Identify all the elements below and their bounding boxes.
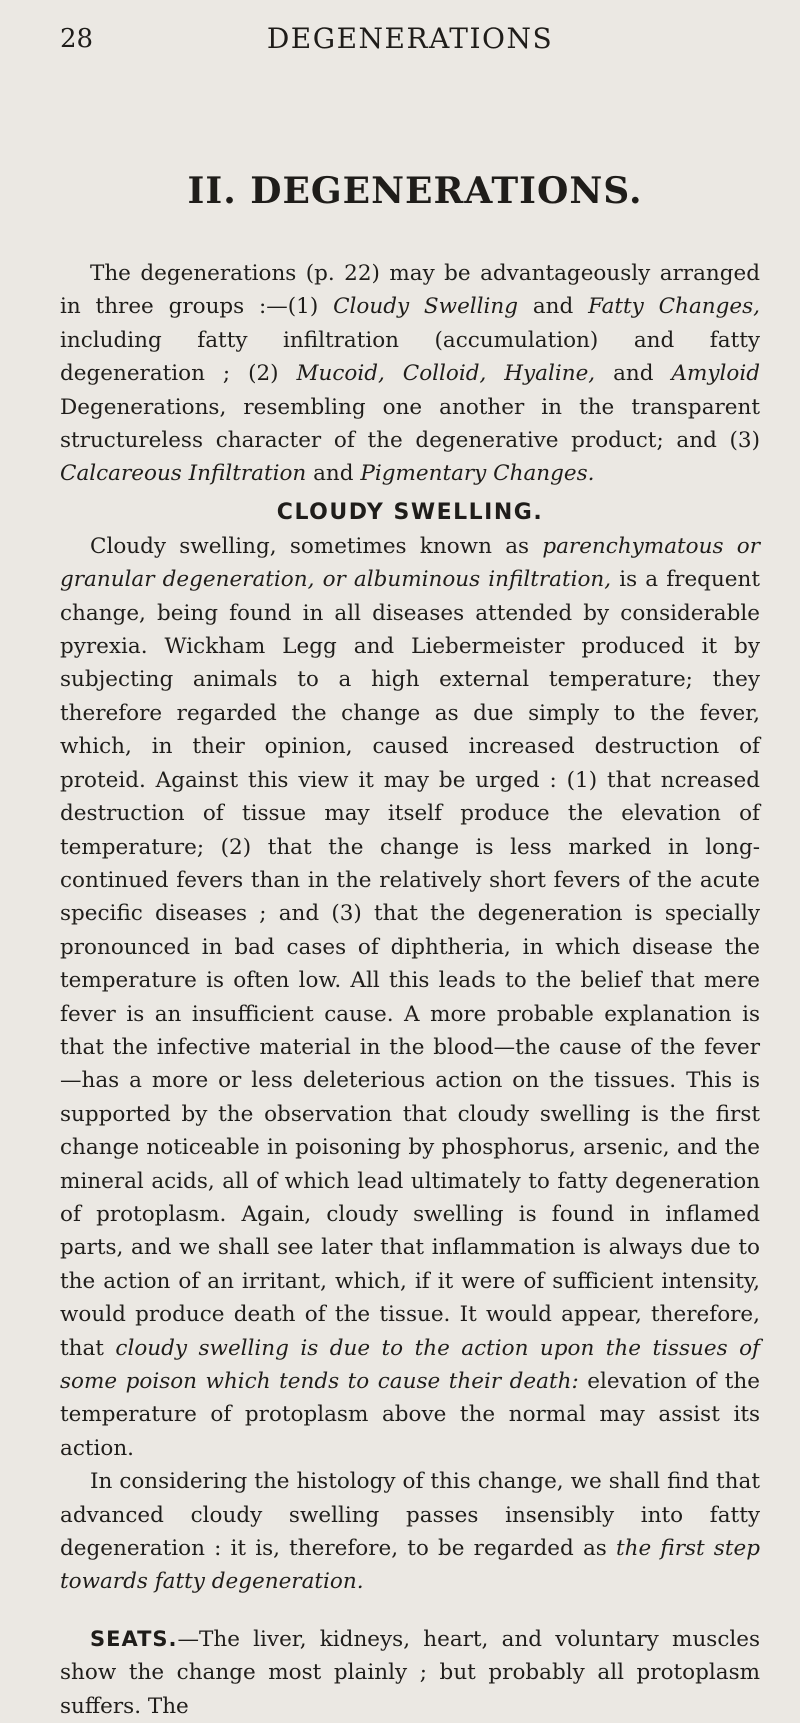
- chapter-title: II. DEGENERATIONS.: [187, 170, 643, 212]
- running-head: [60, 0, 760, 60]
- seats-paragraph: SEATS.—The liver, kidneys, heart, and voluntary muscles show the change most plainly ; but probably all protoplasm suffers. The: [60, 1626, 760, 1719]
- histology-paragraph: In considering the histology of this change, we shall find that advanced cloudy swelling passes insensibly into fatty degeneration : it is, therefore, to be regarded as the first step towards fatty degeneration.: [60, 1469, 760, 1595]
- intro-paragraph: The degenerations (p. 22) may be advantageously arranged in three groups :—(1) Cloudy Swelling and Fatty Changes, including fatty infiltration (accumulation) and fatty degeneration ; (2) Mucoid, Colloid, Hyaline, and Amyloid Degenerations, resembling one another in the transparent structureless character of the degenerative product; and (3) Calcareous Infiltration and Pigmentary Changes.: [60, 261, 760, 487]
- seats-subheading: SEATS.: [90, 1626, 178, 1651]
- running-head-title: DEGENERATIONS: [266, 22, 554, 55]
- cloudy-swelling-paragraph: Cloudy swelling, sometimes known as parenchymatous or granular degeneration, or albuminous infiltration, is a frequent change, being found in all diseases attended by considerable pyrexia. Wickham Legg and Liebermeister produced it by subjecting animals to a high external temperature; they therefore regarded the change as due simply to the fever, which, in their opinion, caused increased destruction of proteid. Against this view it may be urged : (1) that ncreased destruction of tissue may itself produce the elevation of temperature; (2) that the change is less marked in long-continued fevers than in the relatively short fevers of the acute specific diseases ; and (3) that the degeneration is specially pronounced in bad cases of diphtheria, in which disease the temperature is often low. All this leads to the belief that mere fever is an insufficient cause. A more probable explanation is that the infective material in the blood—the cause of the fever—has a more or less deleterious action on the tissues. This is supported by the observation that cloudy swelling is the first change noticeable in poisoning by phosphorus, arsenic, and the mineral acids, all of which lead ultimately to fatty degeneration of protoplasm. Again, cloudy swelling is found in inflamed parts, and we shall see later that inflammation is always due to the action of an irritant, which, if it were of sufficient intensity, would produce death of the tissue. It would appear, therefore, that cloudy swelling is due to the action upon the tissues of some poison which tends to cause their death: elevation of the temperature of protoplasm above the normal may assist its action.: [60, 533, 761, 1461]
- section-heading-cloudy-swelling: CLOUDY SWELLING.: [276, 499, 544, 525]
- page-number: 28: [60, 24, 94, 54]
